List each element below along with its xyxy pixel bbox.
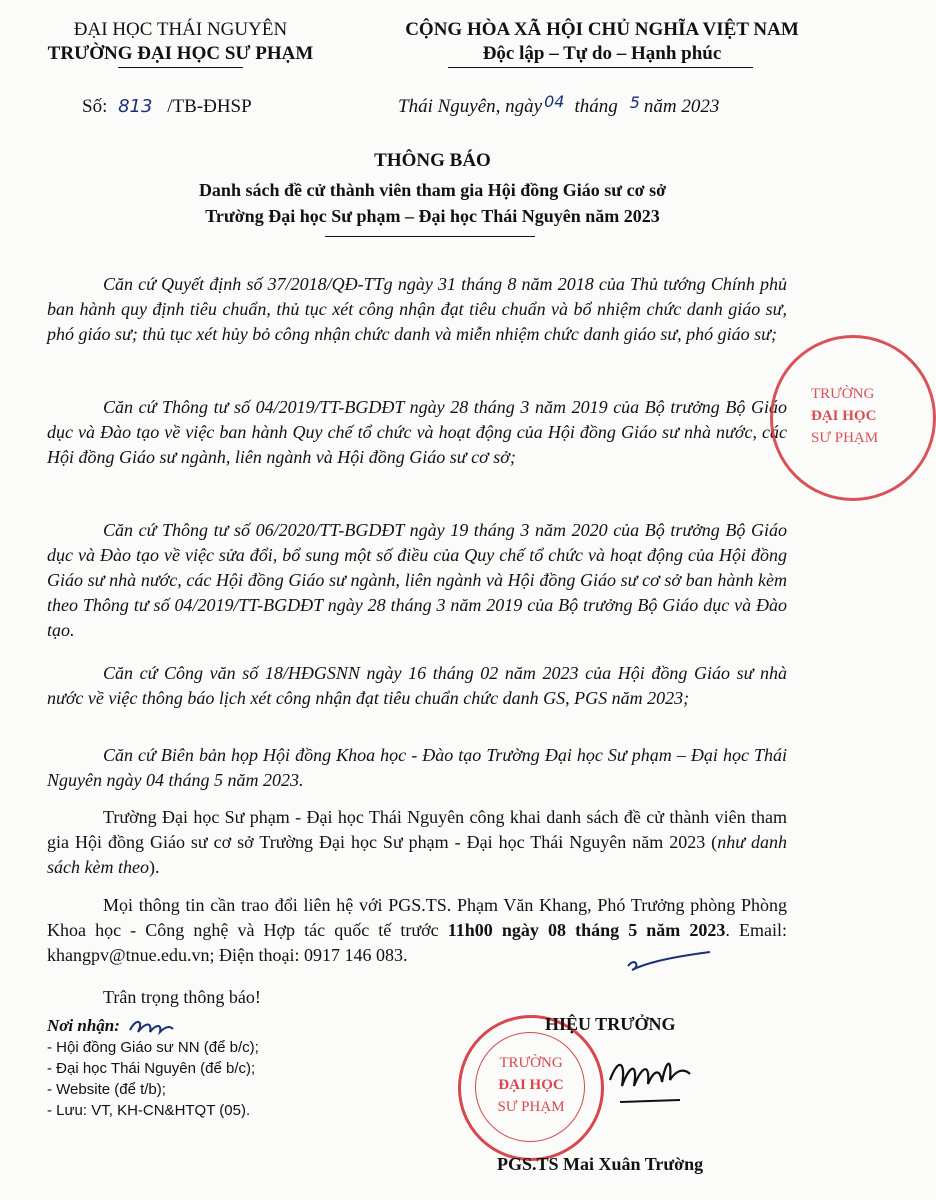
stamp-center-text: TRƯỜNG ĐẠI HỌC SƯ PHẠM (497, 1055, 565, 1115)
recipient-item: - Đại học Thái Nguyên (để b/c); (47, 1060, 256, 1077)
legal-basis-1: Căn cứ Quyết định số 37/2018/QĐ-TTg ngày 31 tháng 8 năm 2018 của Thủ tướng Chính phủ ban hành quy định tiêu chuẩn, thủ tục xét công nhận đạt tiêu chuẩn và bổ nhiệm chức danh giáo sư, phó giáo sư; thủ tục xét hủy bỏ công nhận chức danh và miễn nhiệm chức danh giáo sư, phó giáo sư; (47, 274, 787, 344)
doc-number-suffix: /TB-ĐHSP (167, 96, 252, 117)
edge-stamp-text: TRƯỜNG ĐẠI HỌC SƯ PHẠM (811, 386, 879, 446)
date-place: Thái Nguyên, ngày (398, 96, 543, 117)
initials-scribble (126, 1018, 176, 1036)
title-underline (325, 236, 535, 237)
doc-date (398, 92, 720, 118)
legal-basis-3: Căn cứ Thông tư số 06/2020/TT-BGDĐT ngày 19 tháng 3 năm 2020 của Bộ trưởng Bộ Giáo dục và Đào tạo về việc sửa đổi, bổ sung một số điều của Quy chế tổ chức và hoạt động của Hội đồng Giáo sư nhà nước, các Hội đồng Giáo sư ngành, liên ngành và Hội đồng Giáo sư cơ sở ban hành kèm theo Thông tư số 04/2019/TT-BGDĐT ngày 28 tháng 3 năm 2019 của Bộ trưởng Bộ Giáo dục và Đào tạo. (47, 520, 787, 640)
legal-basis-2: Căn cứ Thông tư số 04/2019/TT-BGDĐT ngày 28 tháng 3 năm 2019 của Bộ trưởng Bộ Giáo dục và Đào tạo về việc ban hành Quy chế tổ chức và hoạt động của Hội đồng Giáo sư nhà nước, các Hội đồng Giáo sư ngành, liên ngành và Hội đồng Giáo sư cơ sở; (47, 397, 787, 467)
date-month-label: tháng (574, 96, 618, 117)
signer-role: HIỆU TRƯỞNG (545, 1014, 676, 1034)
national-motto: Độc lập – Tự do – Hạnh phúc (482, 43, 722, 64)
announcement-paragraph: Trường Đại học Sư phạm - Đại học Thái Nguyên công khai danh sách đề cử thành viên tham gia Hội đồng Giáo sư cơ sở Trường Đại học Sư phạm - Đại học Thái Nguyên năm 2023 (như danh sách kèm theo). (47, 807, 787, 877)
doc-number-prefix: Số: (82, 96, 108, 117)
national-header (352, 18, 852, 66)
contact-paragraph: Mọi thông tin cần trao đổi liên hệ với PGS.TS. Phạm Văn Khang, Phó Trưởng phòng Phòng Khoa học - Công nghệ và Hợp tác quốc tế trước 11h00 ngày 08 tháng 5 năm 2023. Email: khangpv@tnue.edu.vn; Điện thoại: 0917 146 083. (47, 895, 787, 965)
national-title: CỘNG HÒA XÃ HỘI CHỦ NGHĨA VIỆT NAM (405, 19, 799, 40)
issuer-header (18, 18, 343, 66)
recipients-title: Nơi nhận: (47, 1015, 259, 1037)
edge-stamp (770, 335, 936, 501)
doc-subtitle-1: Danh sách đề cử thành viên tham gia Hội đồng Giáo sư cơ sở (198, 180, 667, 200)
date-month: 5 (629, 93, 640, 112)
recipients-block (47, 1015, 259, 1121)
doc-number-handwritten: 813 (118, 96, 153, 117)
issuer-underline (118, 67, 243, 68)
recipient-item: - Hội đồng Giáo sư NN (để b/c); (47, 1039, 259, 1056)
date-day: 04 (544, 92, 565, 111)
date-year: năm 2023 (643, 96, 720, 117)
recipient-item: - Website (để t/b); (47, 1081, 166, 1098)
closing-line: Trân trọng thông báo! (103, 987, 261, 1007)
official-stamp (458, 1015, 604, 1161)
legal-basis-4: Căn cứ Công văn số 18/HĐGSNN ngày 16 tháng 02 năm 2023 của Hội đồng Giáo sư nhà nước về việc thông báo lịch xét công nhận đạt tiêu chuẩn chức danh GS, PGS năm 2023; (47, 663, 787, 708)
issuer-parent: ĐẠI HỌC THÁI NGUYÊN (73, 19, 288, 40)
doc-title: THÔNG BÁO (374, 150, 491, 171)
issuer-name: TRƯỜNG ĐẠI HỌC SƯ PHẠM (47, 43, 314, 64)
signer-name: PGS.TS Mai Xuân Trường (497, 1154, 704, 1174)
doc-subtitle-2: Trường Đại học Sư phạm – Đại học Thái Nguyên năm 2023 (205, 206, 660, 226)
ink-mark (624, 950, 714, 976)
handwritten-signature (600, 1040, 720, 1110)
doc-number (82, 96, 252, 118)
legal-basis-5: Căn cứ Biên bản họp Hội đồng Khoa học - Đào tạo Trường Đại học Sư phạm – Đại học Thái Nguyên ngày 04 tháng 5 năm 2023. (47, 745, 787, 790)
recipient-item: - Lưu: VT, KH-CN&HTQT (05). (47, 1102, 251, 1119)
motto-underline (448, 67, 753, 68)
